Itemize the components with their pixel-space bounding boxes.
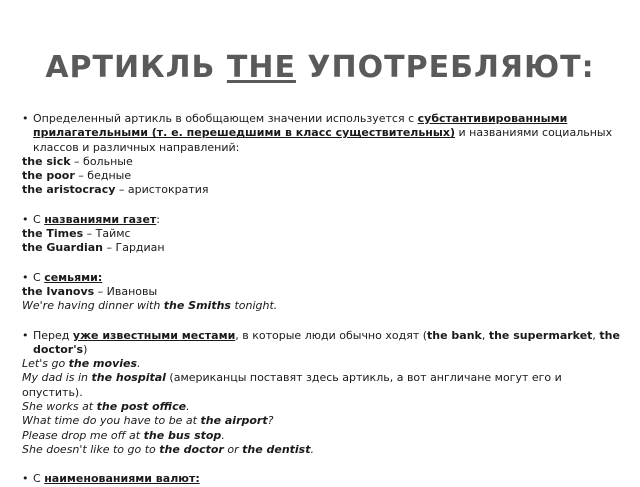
example-translation: – Таймс [83, 227, 131, 241]
bullet-prefix: Перед [33, 328, 73, 342]
example-line [22, 183, 622, 197]
example-translation: – Ивановы [94, 284, 158, 298]
currencies-heading: наименованиями валют: [44, 472, 200, 486]
sentence-text: Let's go [22, 357, 69, 371]
slide-title [0, 50, 640, 85]
bullet-text: , [592, 328, 600, 342]
sentence-emphasis: the hospital [91, 371, 166, 385]
sentence-text: ? [267, 414, 274, 428]
place-word: the bank [427, 328, 482, 342]
sentence-text: We're having dinner with [22, 299, 164, 313]
title-post: УПОТРЕБЛЯЮТ: [295, 50, 595, 85]
families-bullet [22, 271, 622, 285]
example-translation: – аристократия [115, 183, 209, 197]
currencies-bullet [22, 472, 622, 486]
sentence-emphasis: the doctor [159, 442, 224, 456]
bullet-prefix: С [33, 212, 45, 226]
example-sentence [22, 400, 622, 414]
title-the: THE [226, 50, 296, 85]
example-sentence [22, 443, 622, 457]
example-sentence [22, 414, 622, 428]
title-pre: АРТИКЛЬ [45, 50, 227, 85]
places-bullet [22, 329, 622, 358]
sentence-text: My dad is in [22, 371, 92, 385]
example-term: the sick [22, 154, 71, 168]
place-word: the supermarket [488, 328, 593, 342]
example-sentence [22, 357, 622, 371]
sentence-text: or [223, 442, 243, 456]
example-line [22, 155, 622, 169]
slide-content [22, 112, 622, 487]
bullet-text: , в которые люди обычно ходят ( [235, 328, 428, 342]
newspapers-bullet [22, 213, 622, 227]
sentence-text: . [310, 442, 314, 456]
intro-text-1: Определенный артикль в обобщающем значении используется с [33, 112, 418, 125]
example-sentence [22, 429, 622, 443]
sentence-emphasis: the dentist [242, 442, 311, 456]
sentence-emphasis: the movies [68, 357, 138, 371]
place-word: the doctor's [33, 328, 620, 356]
sentence-emphasis: the Smiths [163, 299, 231, 313]
example-line [22, 285, 622, 299]
sentence-text: Please drop me off at [22, 428, 144, 442]
bullet-text: , [481, 328, 489, 342]
sentence-text: What time do you have to be at [22, 414, 201, 428]
sentence-text: She works at [22, 400, 97, 414]
bullet-text: ) [83, 342, 88, 356]
sentence-text: . [186, 400, 190, 414]
example-term: the aristocracy [22, 183, 116, 197]
sentence-emphasis: the bus stop [143, 428, 222, 442]
bullet-suffix: : [156, 212, 161, 226]
bullet-prefix: С [33, 270, 45, 284]
sentence-emphasis: the airport [200, 414, 268, 428]
example-line [22, 227, 622, 241]
example-sentence [22, 299, 622, 313]
example-line [22, 241, 622, 255]
example-term: the poor [22, 169, 75, 183]
example-translation: – больные [70, 154, 133, 168]
families-heading: семьями: [44, 270, 103, 284]
intro-bullet [22, 112, 622, 155]
sentence-text: She doesn't like to go to [22, 442, 160, 456]
example-translation: – бедные [74, 169, 132, 183]
places-heading: уже известными местами [72, 328, 236, 342]
sentence-text: tonight. [230, 299, 278, 313]
example-line [22, 169, 622, 183]
example-term: the Ivanovs [22, 284, 95, 298]
sentence-text: . [221, 428, 225, 442]
intro-emphasis: субстантивированными прилагательными (т. е. перешедшими в класс существительных) [33, 112, 568, 140]
example-term: the Times [22, 227, 84, 241]
example-term: the Guardian [22, 241, 103, 255]
example-translation: – Гардиан [103, 241, 165, 255]
sentence-emphasis: the post office [96, 400, 187, 414]
newspapers-heading: названиями газет [44, 212, 157, 226]
intro-text-2: и названиями социальных классов и различных направлений: [33, 126, 613, 154]
sentence-text: . [137, 357, 141, 371]
sentence-note: (американцы поставят здесь артикль, а вот англичане могут его и опустить). [22, 371, 562, 399]
bullet-prefix: С [33, 472, 45, 486]
example-sentence [22, 371, 622, 400]
